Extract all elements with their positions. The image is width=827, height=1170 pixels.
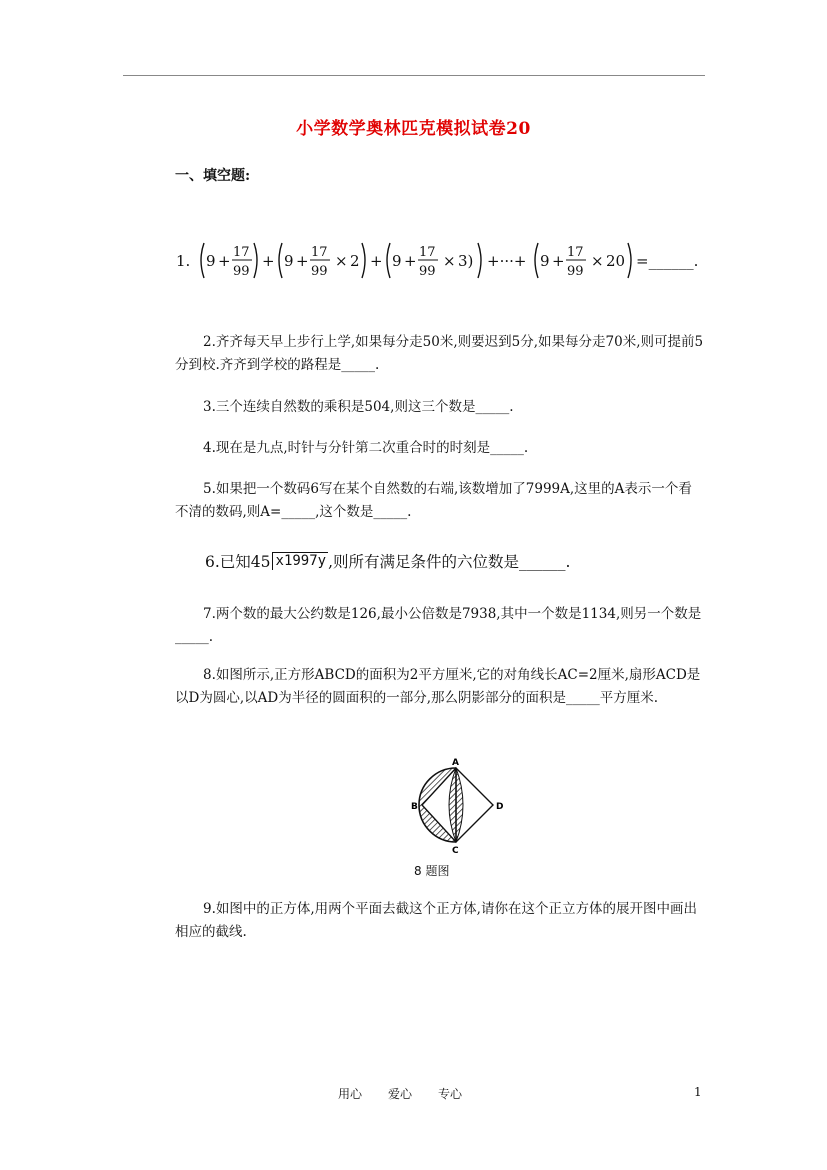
question-7: 7.两个数的最大公约数是126,最小公倍数是7938,其中一个数是1134,则另一个数是_____. (175, 606, 702, 645)
q1-whole-3: 9 (392, 252, 402, 270)
svg-text:+: + (552, 252, 565, 270)
section-heading: 一、填空题: (175, 168, 251, 184)
vertex-label-b: B (411, 802, 418, 812)
q1-den-1: 99 (233, 264, 250, 279)
svg-text:+: + (218, 252, 231, 270)
q6-prefix: 6.已知45 (205, 553, 271, 571)
question-8: 8.如图所示,正方形ABCD的面积为2平方厘米,它的对角线长AC=2厘米,扇形ACD是以D为圆心,以AD为半径的圆面积的一部分,那么阴影部分的面积是_____平方厘米. (175, 667, 701, 706)
svg-text:×: × (335, 252, 348, 270)
vertex-label-d: D (496, 802, 504, 812)
vertex-label-a: A (452, 758, 459, 768)
q1-ellipsis: +···+ (487, 252, 527, 270)
question-9: 9.如图中的正方体,用两个平面去截这个正方体,请你在这个正立方体的展开图中画出相应的截线. (175, 901, 697, 940)
q6-suffix: ,则所有满足条件的六位数是______. (328, 553, 571, 571)
question-8-figure (380, 755, 520, 860)
q1-num-3: 17 (419, 245, 436, 260)
q1-num-20: 17 (567, 245, 584, 260)
q1-mult-20: 20 (606, 252, 626, 270)
footer-item-3: 专心 (438, 1087, 463, 1101)
svg-text:+: + (370, 252, 383, 270)
q1-whole-20: 9 (540, 252, 550, 270)
q1-num-2: 17 (311, 245, 328, 260)
question-6 (205, 550, 570, 572)
q1-den-20: 99 (567, 264, 584, 279)
svg-text:+: + (296, 252, 309, 270)
footer-item-1: 用心 (338, 1087, 363, 1101)
q6-dividend: x1997y (272, 552, 329, 570)
footer-item-2: 爱心 (388, 1087, 413, 1101)
q1-whole-1: 9 (206, 252, 216, 270)
question-5: 5.如果把一个数码6写在某个自然数的右端,该数增加了7999A,这里的A表示一个看不清的数码,则A=_____,这个数是_____. (175, 481, 692, 520)
page-title: 小学数学奥林匹克模拟试卷20 (296, 119, 531, 139)
question-1-formula (174, 234, 726, 286)
question-3: 3.三个连续自然数的乘积是504,则这三个数是_____. (203, 399, 514, 415)
figure-caption: 8 题图 (414, 864, 450, 878)
svg-text:×: × (591, 252, 604, 270)
q1-answer-blank: =______. (636, 252, 699, 270)
q1-number: 1. (176, 252, 191, 270)
q1-mult-3: 3) (458, 252, 474, 270)
q1-whole-2: 9 (284, 252, 294, 270)
page-number: 1 (694, 1085, 702, 1099)
footer-motto (338, 1085, 488, 1102)
svg-text:+: + (262, 252, 275, 270)
vertex-label-c: C (452, 846, 459, 856)
q1-den-2: 99 (311, 264, 328, 279)
svg-text:+: + (404, 252, 417, 270)
question-4: 4.现在是九点,时针与分针第二次重合时的时刻是_____. (203, 440, 529, 456)
q1-den-3: 99 (419, 264, 436, 279)
q1-mult-2: 2 (350, 252, 360, 270)
svg-text:×: × (443, 252, 456, 270)
q1-num-1: 17 (233, 245, 250, 260)
header-rule (123, 75, 705, 76)
question-2: 2.齐齐每天早上步行上学,如果每分走50米,则要迟到5分,如果每分走70米,则可提前5分到校.齐齐到学校的路程是_____. (175, 334, 704, 373)
